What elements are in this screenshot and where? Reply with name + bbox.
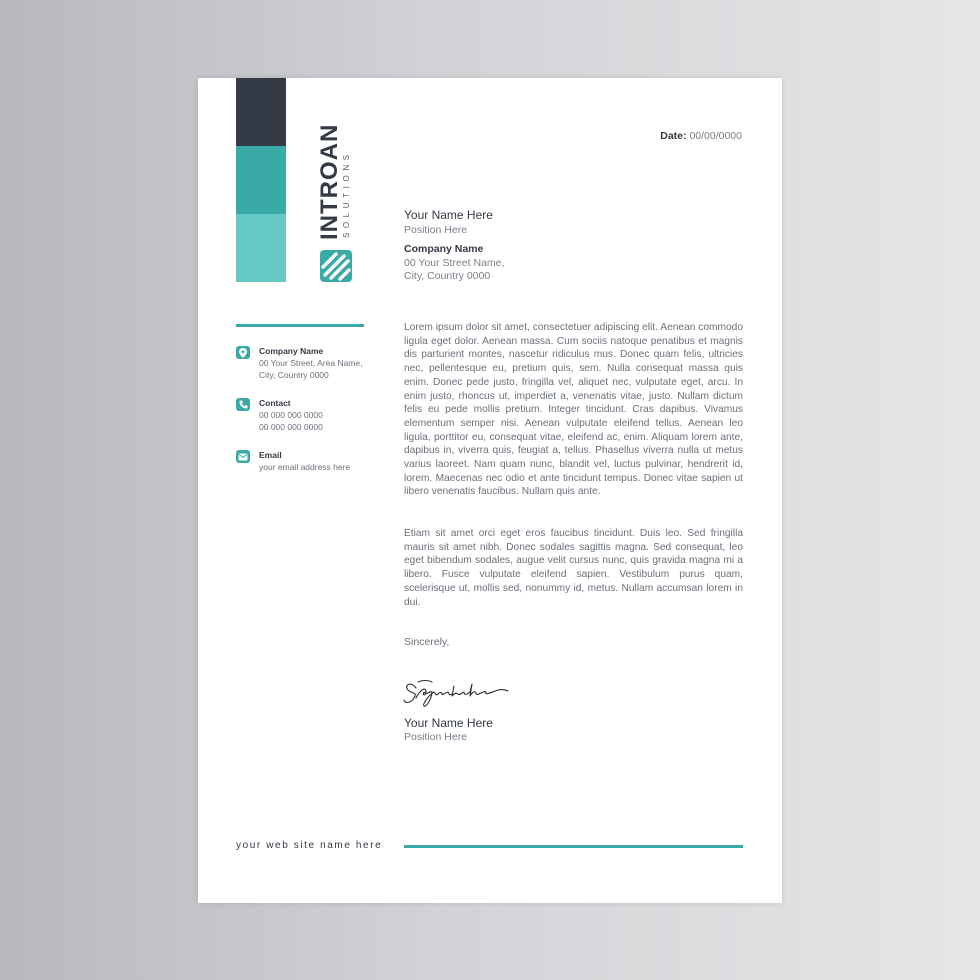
sidebar-email-line1: your email address here [259, 462, 351, 472]
sidebar-company-title: Company Name [259, 346, 324, 356]
brand-tagline: SOLUTIONS [342, 150, 351, 238]
date-line [660, 130, 742, 142]
sidebar-email-title: Email [259, 450, 282, 460]
location-pin-icon [236, 346, 250, 359]
sidebar-contact-title: Contact [259, 398, 291, 408]
sidebar-company-line2: City, Country 0000 [259, 370, 329, 380]
body-paragraph-2: Etiam sit amet orci eget eros faucibus tincidunt. Duis leo. Sed fringilla mauris sit amet nibh. Donec sodales sagittis magna. Sed consequat, leo eget bibendum sodales, augue velit cursus nunc, quis gravida magna mi a libero. Fusce vulputate eleifend sapien. Vestibulum purus quam, scelerisque ut, mollis sed, nonummy id, metus. Nullam accumsan lorem in dui. [404, 528, 743, 608]
brand-bar-light-teal [236, 214, 286, 282]
sender-address-line2: City, Country 0000 [404, 270, 491, 282]
sidebar-contact-line2: 00 000 000 0000 [259, 422, 323, 432]
phone-icon [236, 398, 250, 411]
sidebar-company-line1: 00 Your Street, Area Name, [259, 358, 363, 368]
letterhead-page [198, 78, 782, 903]
handwritten-signature [402, 674, 512, 714]
date-label: Date: [660, 130, 687, 142]
footer-website: your web site name here [236, 840, 383, 851]
signatory-name: Your Name Here [404, 716, 493, 730]
signatory-position: Position Here [404, 731, 468, 743]
footer-divider [404, 845, 743, 848]
sender-address-line1: 00 Your Street Name, [404, 257, 505, 269]
sidebar-contact-line1: 00 000 000 0000 [259, 410, 323, 420]
body-paragraph-1: Lorem ipsum dolor sit amet, consectetuer adipiscing elit. Aenean commodo ligula eget dolor. Aenean massa. Cum sociis natoque penatibus et magnis dis parturient montes, nascetur ridiculus mus. Donec quam felis, ultricies nec, pellentesque eu, pretium quis, sem. Nulla consequat massa quis enim. Donec pede justo, fringilla vel, aliquet nec, vulputate eget, arcu. In enim justo, rhoncus ut, imperdiet a, venenatis vitae, justo. Nullam dictum felis eu pede mollis pretium. Integer tincidunt. Cras dapibus. Vivamus elementum semper nisi. Aenean vulputate eleifend tellus. Aenean leo ligula, porttitor eu, consequat vitae, eleifend ac, enim. Aliquam lorem ante, dapibus in, viverra quis, feugiat a, tellus. Phasellus viverra nulla ut metus varius laoreet. Nam quam nunc, blandit vel, luctus pulvinar, hendrerit id, lorem. Maecenas nec odio et ante tincidunt tempus. Donec vitae sapien ut libero venenatis faucibus. Nullam quis ante. [404, 322, 743, 498]
sender-company: Company Name [404, 243, 484, 255]
envelope-icon [236, 450, 250, 463]
date-value: 00/00/0000 [689, 130, 742, 142]
sender-name: Your Name Here [404, 208, 493, 222]
brand-logo-icon [320, 250, 352, 282]
sidebar-divider [236, 324, 364, 327]
brand-bar-teal [236, 146, 286, 214]
brand-bar-dark [236, 78, 286, 146]
brand-wordmark [316, 123, 351, 240]
sender-position: Position Here [404, 224, 468, 236]
closing-salutation: Sincerely, [404, 636, 450, 648]
brand-name: INTROAN [316, 123, 343, 240]
